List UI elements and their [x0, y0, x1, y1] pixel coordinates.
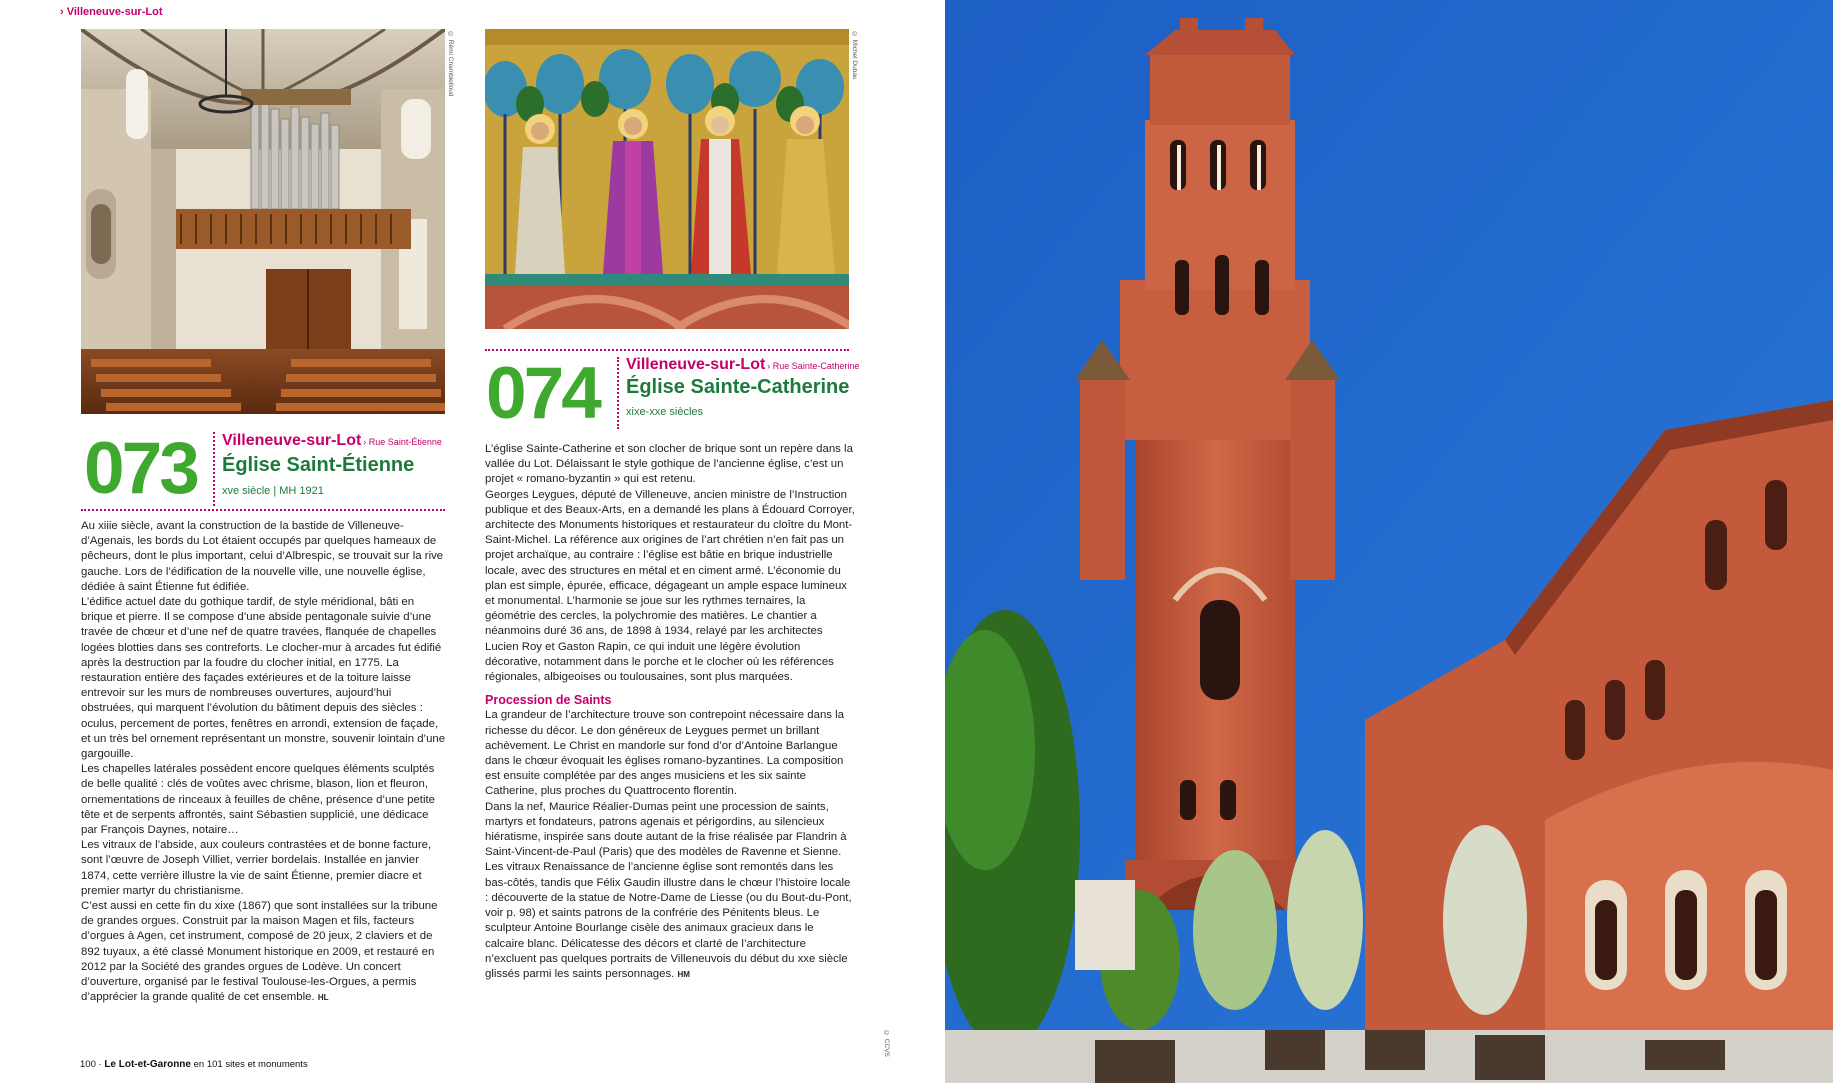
church-tower-illustration	[945, 0, 1833, 1083]
paragraph: Georges Leygues, député de Villeneuve, ancien ministre de l’Instruction publique et des Beaux-Arts, en a demandé les plans à Édouard Corroyer, architecte des Monuments historiques et restaurateur du cloître du Mont-Saint-Michel. La référence aux origines de l’art chrétien n’en fait pas un projet archaïque, au contraire : l’église est bâtie en brique industrielle locale, avec des structures en métal et en ciment armé. L’économie du plan est simple, épurée, efficace, dégageant un ample espace lumineux et monumental. L’harmonie se joue sur les rythmes ternaires, la géométrie des cercles, la polychromie des matières. Le chantier a néanmoins duré 36 ans, de 1898 à 1934, relayé par les architectes Lucien Roy et Gaston Rapin, ce qui induit une légère évolution décorative, notamment dans le porche et le clocher où les références régionales, albigeoises ou toulousaines, sont plus marquées.	[485, 488, 855, 684]
entry-meta: xve siècle | MH 1921	[222, 485, 324, 497]
entry-number: 074	[486, 353, 599, 434]
street-name: › Rue Saint-Étienne	[363, 437, 442, 447]
church-interior-photo	[81, 29, 445, 414]
book-title: Le Lot-et-Garonne	[104, 1059, 191, 1070]
page-number: 100	[80, 1059, 96, 1070]
divider	[617, 357, 619, 429]
paragraph: La grandeur de l’architecture trouve son contrepoint nécessaire dans la richesse du décor. Le don généreux de Leygues permet un brillant achèvement. Le Christ en mandorle sur fond d’or d’Antoine Barlangue dans le chœur évoquait les églises romano-byzantines. La composition est ensuite complétée par des anges musiciens et les six sainte Catherine, plus proches du Quattrocento florentin.	[485, 709, 845, 798]
book-subtitle: en 101 sites et monuments	[193, 1059, 308, 1070]
entry-body	[485, 442, 855, 982]
entry-town	[626, 356, 859, 374]
paragraph: C’est aussi en cette fin du xixe (1867) que sont installées sur la tribune de grandes orgues. Construit par la maison Magen et fils, facteurs d’orgues à Agen, cet instrument, composé de 20 jeux, 2 claviers et de 892 tuyaux, a été classé Monument historique en 2009, et restauré en 2012 par la Société des grandes orgues de Lodève. Un concert d’ouverture, organisé par le festival Toulouse-les-Orgues, a permis d’apprécier la grande qualité de cet ensemble.	[81, 900, 438, 1004]
divider	[81, 509, 445, 511]
photo-credit: © Michel Dubau	[851, 31, 858, 80]
photo-credit: © Rémi Chamblelloud	[447, 31, 454, 97]
town-name: Villeneuve-sur-Lot	[626, 356, 766, 373]
subheading: Procession de Saints	[485, 693, 612, 708]
saints-mural-photo	[485, 29, 849, 329]
paragraph: Au xiiie siècle, avant la construction de la bastide de Villeneuve-d’Agenais, les bords du Lot étaient occupés par quelques hameaux de pêcheurs, dont le plus important, celui d’Albrespic, se trouvait sur la rive gauche. Lors de l’édification de la nouvelle ville, une nouvelle église, dédiée à saint Étienne fut édifiée.	[81, 520, 444, 593]
breadcrumb: › Villeneuve-sur-Lot	[60, 6, 163, 18]
entry-body	[81, 519, 447, 1006]
mural-illustration	[485, 29, 849, 329]
author-initials: HL	[317, 993, 329, 1003]
bell-tower-photo	[945, 0, 1833, 1083]
paragraph: L’église Sainte-Catherine et son clocher de brique sont un repère dans la vallée du Lot. Délaissant le style gothique de l’ancienne église, c’est un projet « romano-byzantin » qui est retenu.	[485, 443, 853, 486]
entry-title: Église Saint-Étienne	[222, 454, 415, 476]
page-footer: 100 · Le Lot-et-Garonne en 101 sites et monuments	[80, 1059, 308, 1070]
paragraph: Les chapelles latérales possèdent encore quelques éléments sculptés de belle qualité : clés de voûtes avec chrisme, blason, lion et fleuron, ornementations de rinceaux à feuilles de chêne, présence d’une petite tête et de serpents affrontés, saint Sébastien supplicié, une dédicace par François Daynes, notaire…	[81, 763, 435, 837]
entry-meta: xixe-xxe siècles	[626, 406, 704, 418]
paragraph: Les vitraux de l’abside, aux couleurs contrastées et de bonne facture, sont l’œuvre de Joseph Villiet, verrier bordelais. Installée en janvier 1874, cette verrière illustre la vie de saint Étienne, premier diacre et premier martyr du christianisme.	[81, 839, 432, 897]
street-name: › Rue Sainte-Catherine	[767, 361, 860, 371]
divider	[213, 432, 215, 506]
author-initials: HM	[677, 969, 690, 979]
paragraph: Dans la nef, Maurice Réalier-Dumas peint une procession de saints, martyrs et fondateurs, patrons agenais et périgordins, au silencieux hiératisme, inspirée sans doute autant de la frise réalisée par Flandrin à Saint-Vincent-de-Paul (Paris) que des modèles de Ravenne et Sienne. Les vitraux Renaissance de l’ancienne église sont remontés dans les bas-côtés, tandis que Félix Gaudin illustre dans le chœur l’histoire locale : découverte de la statue de Notre-Dame de Liesse (ou du Bout-du-Pont, voir p. 98) et saints patrons de la confrérie des Pénitents bleus. Le sculpteur Antoine Bourlange cisèle des animaux gracieux dans le calcaire blanc. Délicatesse des décors et clarté de l’architecture n’excluent pas quelques portraits de Villeneuvois du début du xxe siècle glissés parmi les saints personnages.	[485, 800, 852, 980]
town-name: Villeneuve-sur-Lot	[222, 432, 362, 449]
photo-credit: © CCVS	[883, 1030, 890, 1057]
entry-title: Église Sainte-Catherine	[626, 376, 850, 398]
organ-illustration	[81, 29, 445, 414]
entry-number: 073	[84, 428, 197, 509]
paragraph: L’édifice actuel date du gothique tardif, de style méridional, bâti en brique et pierre. Il se compose d’une abside pentagonale suivie d’une travée de chœur et d’une nef de quatre travées, flanquée de chapelles logées blotties dans ses contreforts. Le clocher-mur à arcades fut édifié après la destruction par la foudre du clocher initial, en 1775. La restauration entière des façades extérieures et de la toiture laisse entrevoir sur les murs de nombreuses ouvertures, aujourd’hui obstruées, qui marquent l’évolution du bâtiment depuis des siècles : oculus, percement de portes, fenêtres en arrondi, extension de façade, et un très bel ornement représentant un monstre, souvenir lointain d’une gargouille.	[81, 596, 446, 761]
entry-town	[222, 432, 442, 450]
divider	[485, 349, 849, 351]
